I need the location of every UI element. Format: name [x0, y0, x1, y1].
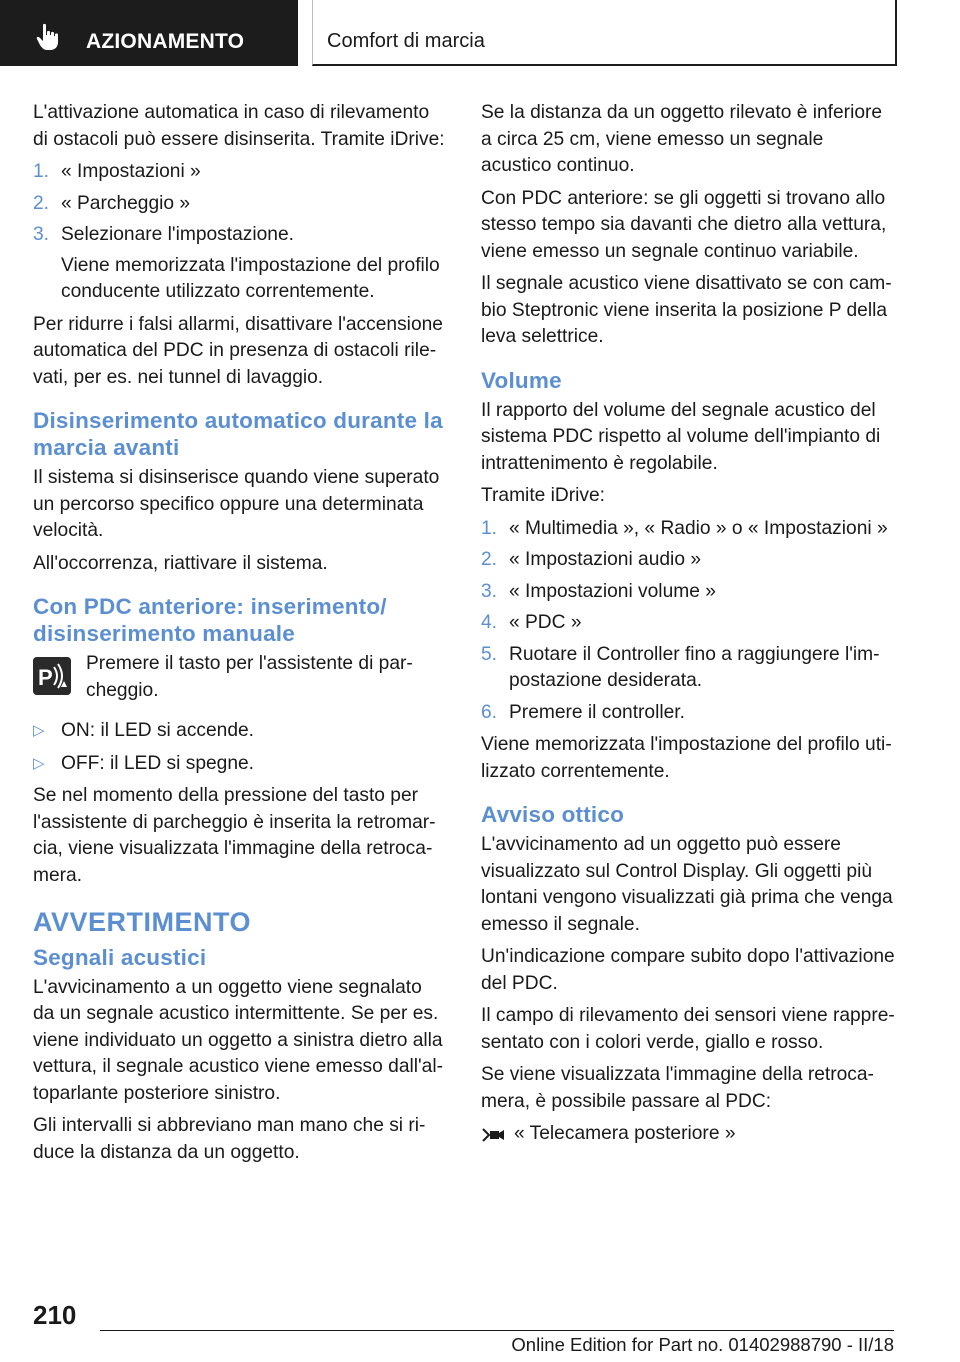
- volume-steps-list: [481, 516, 896, 727]
- led-status-list: [33, 718, 448, 777]
- optical-paragraph-4: Se viene visualizzata l'immagine della retrocamera, è possibile passare al PDC:: [481, 1064, 874, 1112]
- camera-menu-row: [481, 1121, 896, 1148]
- parking-assistant-button-icon: [33, 657, 71, 695]
- auto-off-paragraph-2: All'occorrenza, riattivare il sistema.: [33, 552, 328, 574]
- signals-paragraph: L'avvicinamento a un oggetto viene segnalato da un segnale acustico intermittente. Se per es. viene individuato un oggetto a sinistra dietro alla vettura, il segnale acustico viene emesso dall'altoparlante posteriore sinistro.: [33, 976, 444, 1104]
- volume-memory-paragraph: Viene memorizzata l'impostazione del profilo utilizzato correntemente.: [481, 734, 892, 782]
- list-item: 1. « Multimedia », « Radio » o « Impostazioni »: [481, 517, 888, 539]
- signals-paragraph-2: Gli intervalli si abbreviano man mano che si riduce la distanza da un oggetto.: [33, 1115, 426, 1163]
- list-item: ▷ OFF: il LED si spegne.: [33, 751, 448, 778]
- step-note: Viene memorizzata l'impostazione del profilo conducente utilizzato correntemente.: [61, 254, 440, 302]
- front-pdc-paragraph: Con PDC anteriore: se gli oggetti si trovano allo stesso tempo sia davanti che dietro alla vettura, viene emesso un segnale continuo variabile.: [481, 187, 887, 262]
- list-item: 5. Ruotare il Controller fino a raggiungere l'impostazione desiderata.: [481, 643, 880, 691]
- intro-paragraph: L'attivazione automatica in caso di rilevamento di ostacoli può essere disinserita. Tramite iDrive:: [33, 102, 445, 150]
- camera-menu-label: « Telecamera posteriore »: [514, 1123, 736, 1144]
- list-item: ▷ ON: il LED si accende.: [33, 718, 448, 745]
- heading-auto-off: Disinserimento automatico durante la marcia avanti: [33, 408, 443, 460]
- continuous-signal-paragraph: Se la distanza da un oggetto rilevato è inferiore a circa 25 cm, viene emesso un segnale acustico continuo.: [481, 102, 883, 176]
- right-column: [481, 100, 896, 1148]
- heading-volume: Volume: [481, 367, 562, 393]
- parking-button-row: [33, 651, 448, 704]
- triangle-bullet-icon: ▷: [33, 754, 45, 772]
- section-title: AZIONAMENTO: [86, 30, 245, 53]
- chapter-tab: [312, 0, 897, 66]
- edition-footer: Online Edition for Part no. 01402988790 - II/18: [511, 1334, 894, 1355]
- heading-manual: Con PDC anteriore: inserimento/ disinserimento manuale: [33, 594, 387, 646]
- warning-heading: AVVERTIMENTO: [33, 907, 252, 937]
- list-item: 2. « Parcheggio »: [33, 192, 191, 214]
- optical-paragraph-3: Il campo di rilevamento dei sensori viene rappresentato con i colori verde, giallo e rosso.: [481, 1005, 895, 1053]
- false-alarm-paragraph: Per ridurre i falsi allarmi, disattivare l'accensione automatica del PDC in presenza di ostacoli rilevati, per es. nei tunnel di lavaggio.: [33, 313, 443, 388]
- optical-paragraph: L'avvicinamento ad un oggetto può essere visualizzato sul Control Display. Gli oggetti più lontani vengono visualizzati già prima che venga emesso il segnale.: [481, 834, 893, 935]
- optical-paragraph-2: Un'indicazione compare subito dopo l'attivazione del PDC.: [481, 946, 895, 994]
- volume-idrive: Tramite iDrive:: [481, 485, 606, 506]
- page-number: 210: [33, 1300, 77, 1330]
- page-header: [0, 0, 960, 66]
- rear-camera-icon: [481, 1125, 505, 1145]
- auto-off-paragraph: Il sistema si disinserisce quando viene superato un percorso specifico oppure una determinata velocità.: [33, 467, 440, 541]
- rear-camera-paragraph: Se nel momento della pressione del tasto per l'assistente di parcheggio è inserita la retromarcia, viene visualizzata l'immagine della retrocamera.: [33, 785, 436, 886]
- list-item: 3. « Impostazioni volume »: [481, 580, 716, 602]
- idrive-steps-list: [33, 159, 448, 306]
- footer-divider: [100, 1330, 894, 1331]
- button-instruction: Premere il tasto per l'assistente di parcheggio.: [86, 653, 413, 701]
- list-item: 3. Selezionare l'impostazione. Viene memorizzata l'impostazione del profilo conducente utilizzato correntemente.: [33, 222, 448, 306]
- heading-optical: Avviso ottico: [481, 802, 625, 827]
- chapter-title: Comfort di marcia: [327, 30, 485, 52]
- volume-paragraph: Il rapporto del volume del segnale acustico del sistema PDC rispetto al volume dell'impianto di intrattenimento è regolabile.: [481, 399, 881, 474]
- section-tab: [0, 0, 298, 66]
- list-item: 1. « Impostazioni »: [33, 161, 201, 182]
- triangle-bullet-icon: ▷: [33, 722, 45, 739]
- list-item: 4. « PDC »: [481, 612, 582, 633]
- list-item: 2. « Impostazioni audio »: [481, 549, 701, 570]
- heading-signals: Segnali acustici: [33, 944, 207, 970]
- svg-text:P: P: [38, 665, 53, 690]
- list-item: 6. Premere il controller.: [481, 701, 685, 723]
- steptronic-paragraph: Il segnale acustico viene disattivato se con cambio Steptronic viene inserita la posizione P della leva selettrice.: [481, 273, 892, 347]
- left-column: [33, 100, 448, 1172]
- hand-pointer-icon: [34, 22, 64, 52]
